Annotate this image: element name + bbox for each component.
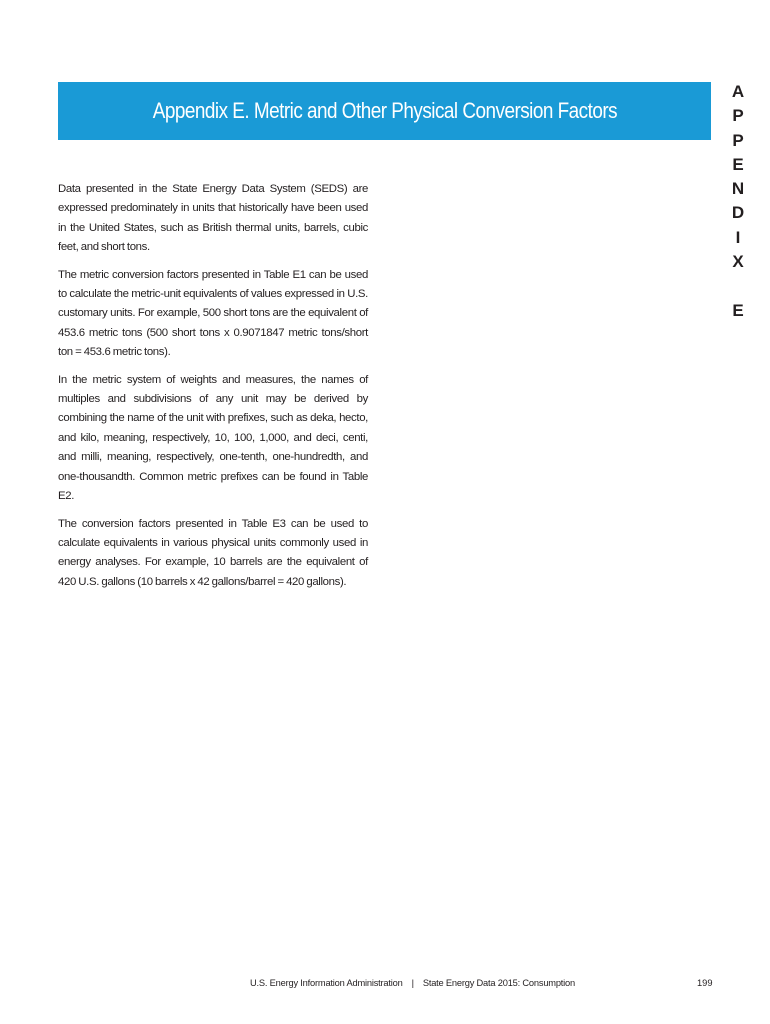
side-tab-letter: E: [732, 300, 744, 320]
side-tab-letter: P: [732, 130, 744, 150]
footer-separator: |: [411, 978, 414, 988]
paragraph-physical-units: The conversion factors presented in Table E3 can be used to calculate equivalents in various physical units commonly used in energy analyses. For example, 10 barrels are the equivalent of 420 U.S. gallons (10 barrels x 42 gallons/barrel = 420 gallons).: [58, 517, 368, 588]
side-tab-letter: D: [731, 203, 745, 223]
paragraph-metric-prefixes: In the metric system of weights and measures, the names of multiples and subdivisions of any unit may be derived by combining the name of the unit with prefixes, such as deka, hecto, and kilo, meaning, respectively, 10, 100, 1,000, and deci, centi, and milli, meaning, respectively, one-tenth, one-hundredth, and one-thousandth. Common metric prefixes can be found in Table E2.: [58, 373, 368, 503]
side-tab-letter: E: [732, 154, 744, 174]
page-number: 199: [697, 978, 713, 988]
paragraph-metric-conversion: The metric conversion factors presented in Table E1 can be used to calculate the metric-unit equivalents of values expressed in U.S. customary units. For example, 500 short tons are the equivalent of 453.6 metric tons (500 short tons x 0.9071847 metric tons/short ton = 453.6 metric tons).: [58, 268, 368, 359]
body-text: [58, 180, 368, 600]
page-title: Appendix E. Metric and Other Physical Conversion Factors: [152, 98, 617, 123]
appendix-side-tab: [727, 80, 749, 323]
footer-citation: [250, 978, 575, 988]
page-footer: [0, 978, 770, 994]
side-tab-letter: A: [731, 82, 745, 101]
side-tab-letter: X: [732, 252, 744, 272]
footer-publisher: U.S. Energy Information Administration: [250, 978, 403, 988]
side-tab-letter: N: [731, 179, 745, 199]
side-tab-letter: P: [732, 106, 744, 126]
title-banner: [58, 82, 711, 140]
footer-publication: State Energy Data 2015: Consumption: [422, 978, 575, 988]
side-tab-letter: I: [735, 227, 741, 247]
paragraph-seds-units: Data presented in the State Energy Data System (SEDS) are expressed predominately in units that historically have been used in the United States, such as British thermal units, barrels, cubic feet, and short tons.: [58, 183, 368, 254]
